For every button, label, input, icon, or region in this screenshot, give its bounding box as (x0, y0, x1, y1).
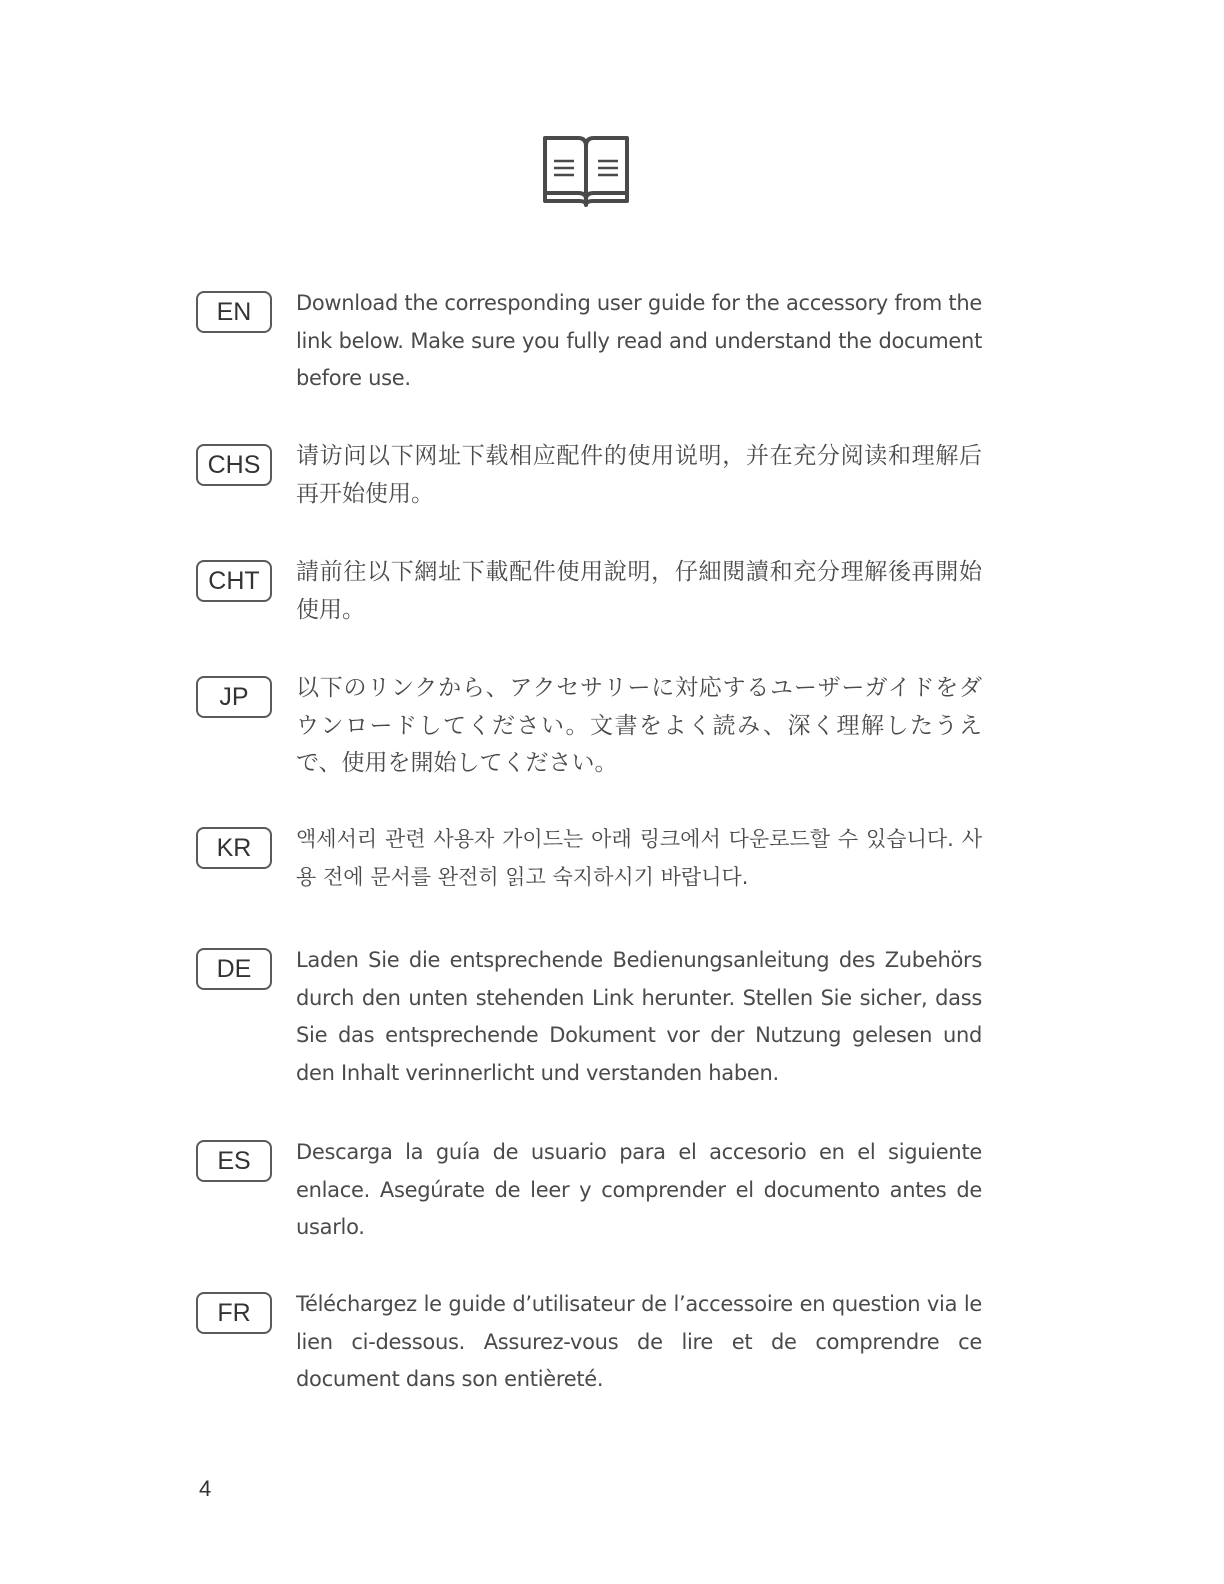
language-badge-es: ES (196, 1140, 272, 1182)
open-book-icon (541, 133, 631, 208)
language-badge-kr: KR (196, 827, 272, 869)
language-badge-cht: CHT (196, 560, 272, 602)
language-badge-de: DE (196, 948, 272, 990)
section-text-chs: 请访问以下网址下载相应配件的使用说明，并在充分阅读和理解后再开始使用。 (296, 443, 982, 507)
language-badge-chs: CHS (196, 444, 272, 486)
language-badge-fr: FR (196, 1292, 272, 1334)
section-text-en: Download the corresponding user guide for the accessory from the link below. Make sure you fully read and understand the document before use. (296, 291, 982, 390)
section-text-cht: 請前往以下網址下載配件使用說明，仔細閱讀和充分理解後再開始使用。 (296, 559, 982, 623)
section-text-jp: 以下のリンクから、アクセサリーに対応するユーザーガイドをダウンロードしてください。文書をよく読み、深く理解したうえで、使用を開始してください。 (296, 675, 982, 776)
section-text-kr: 액세서리 관련 사용자 가이드는 아래 링크에서 다운로드할 수 있습니다. 사용 전에 문서를 완전히 읽고 숙지하시기 바랍니다. (296, 827, 982, 889)
section-text-de: Laden Sie die entsprechende Bedienungsanleitung des Zubehörs durch den unten stehenden Link herunter. Stellen Sie sicher, dass Sie das entsprechende Dokument vor der Nutzung gelesen und den Inhalt verinnerlicht und verstanden haben. (296, 948, 982, 1085)
section-text-es: Descarga la guía de usuario para el accesorio en el siguiente enlace. Asegúrate de leer y comprender el documento antes de usarlo. (296, 1140, 982, 1239)
language-badge-en: EN (196, 291, 272, 333)
section-text-fr: Téléchargez le guide d’utilisateur de l’accessoire en question via le lien ci-dessous. Assurez-vous de lire et de comprendre ce document dans son entièreté. (296, 1292, 982, 1391)
page-number: 4 (199, 1476, 212, 1501)
language-badge-jp: JP (196, 676, 272, 718)
